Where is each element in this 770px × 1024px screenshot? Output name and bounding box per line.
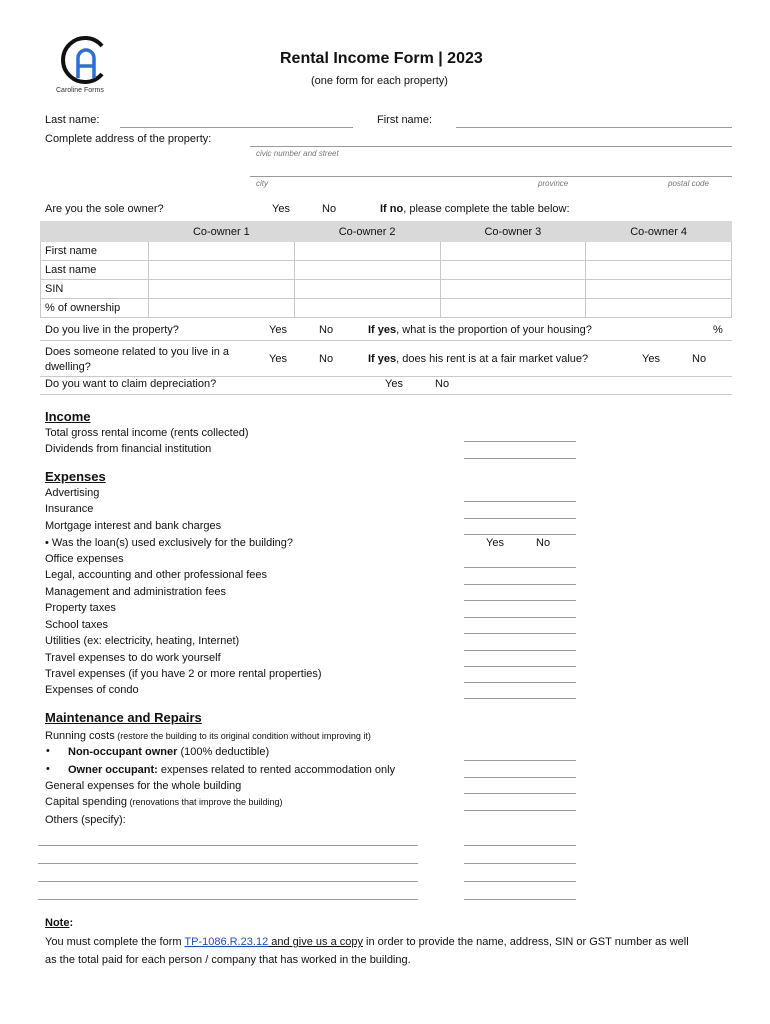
table-cell[interactable] (440, 242, 586, 261)
coowner-header: Co-owner 4 (586, 222, 732, 242)
expense-item: Management and administration fees (45, 586, 226, 598)
expenses-heading: Expenses (45, 469, 106, 484)
others-amount-field[interactable] (464, 881, 576, 882)
if-no-rest: , please complete the table below: (403, 203, 570, 215)
live-if-bold: If yes (368, 324, 397, 336)
table-row (41, 261, 732, 280)
table-row (41, 299, 732, 318)
related-question: Does someone related to you live in a dwelling? (45, 346, 230, 373)
expense-amount-field[interactable] (464, 650, 576, 651)
logo-mark-icon (58, 34, 110, 86)
expense-amount-field[interactable] (464, 584, 576, 585)
expense-item: Expenses of condo (45, 684, 139, 696)
note-title: Note (45, 917, 70, 929)
expense-amount-field[interactable] (464, 534, 576, 535)
expense-item: Utilities (ex: electricity, heating, Internet) (45, 635, 240, 647)
postal-hint: postal code (668, 179, 709, 188)
note-text-1: You must complete the form (45, 936, 185, 948)
expense-amount-field[interactable] (464, 501, 576, 502)
expense-amount-field[interactable] (464, 633, 576, 634)
table-cell[interactable] (294, 280, 440, 299)
maintenance-amount-field[interactable] (464, 793, 576, 794)
last-name-label: Last name: (45, 114, 100, 126)
note-colon: : (69, 917, 74, 929)
others-label: Others (specify): (45, 814, 126, 826)
live-if-rest: , what is the proportion of your housing? (396, 324, 592, 336)
loan-question: • Was the loan(s) used exclusively for the building? (45, 537, 294, 549)
capital-label: Capital spending (45, 796, 127, 808)
if-no-instruction (380, 203, 570, 215)
row-label: % of ownership (41, 299, 149, 318)
related-if-bold: If yes (368, 353, 397, 365)
related-no-2[interactable]: No (692, 353, 707, 365)
row-label: First name (41, 242, 149, 261)
related-if-rest: , does his rent is at a fair market value? (396, 353, 589, 365)
first-name-field[interactable] (456, 127, 732, 128)
income-amount-field[interactable] (464, 441, 576, 442)
table-cell[interactable] (440, 261, 586, 280)
coowner-header: Co-owner 3 (440, 222, 586, 242)
depreciation-no[interactable]: No (435, 378, 450, 390)
owner-occupant-line (68, 764, 395, 776)
last-name-field[interactable] (120, 127, 353, 128)
non-occupant-line (68, 746, 269, 758)
table-cell[interactable] (586, 242, 732, 261)
maintenance-amount-field[interactable] (464, 760, 576, 761)
province-hint: province (538, 179, 569, 188)
table-cell[interactable] (149, 242, 295, 261)
related-no[interactable]: No (319, 353, 334, 365)
civic-hint: civic number and street (256, 149, 339, 158)
expense-amount-field[interactable] (464, 666, 576, 667)
divider (40, 340, 732, 341)
loan-yes[interactable]: Yes (486, 537, 504, 549)
bullet-icon: • (46, 763, 50, 775)
table-cell[interactable] (149, 280, 295, 299)
sole-owner-question: Are you the sole owner? (45, 203, 164, 215)
table-cell[interactable] (149, 261, 295, 280)
expense-amount-field[interactable] (464, 682, 576, 683)
table-row (41, 280, 732, 299)
row-label: SIN (41, 280, 149, 299)
divider (40, 394, 732, 395)
note-line-2: as the total paid for each person / company that has worked in the building. (45, 954, 411, 966)
non-occupant-rest: (100% deductible) (177, 746, 270, 758)
live-if-yes (368, 324, 592, 336)
expense-item: Travel expenses to do work yourself (45, 652, 221, 664)
related-yes[interactable]: Yes (269, 353, 287, 365)
table-cell[interactable] (294, 299, 440, 318)
first-name-label: First name: (377, 114, 433, 126)
owner-occupant-bold: Owner occupant: (68, 764, 158, 776)
if-no-bold: If no (380, 203, 404, 215)
logo (56, 34, 112, 98)
table-cell[interactable] (586, 299, 732, 318)
maintenance-heading: Maintenance and Repairs (45, 710, 202, 725)
table-cell[interactable] (294, 242, 440, 261)
maintenance-amount-field[interactable] (464, 810, 576, 811)
others-amount-field[interactable] (464, 863, 576, 864)
city-hint: city (256, 179, 268, 188)
income-item: Dividends from financial institution (45, 443, 212, 455)
coowner-corner (41, 222, 149, 242)
percent-sign: % (713, 324, 723, 336)
live-no[interactable]: No (319, 324, 334, 336)
non-occupant-bold: Non-occupant owner (68, 746, 178, 758)
expense-amount-field[interactable] (464, 600, 576, 601)
note-link-rest: and give us a copy (268, 936, 363, 948)
street-field[interactable] (250, 146, 732, 147)
capital-note: (renovations that improve the building) (126, 797, 283, 807)
city-field[interactable] (250, 176, 732, 177)
expense-item: Mortgage interest and bank charges (45, 520, 222, 532)
table-cell[interactable] (440, 280, 586, 299)
expense-amount-field[interactable] (464, 698, 576, 699)
related-yes-2[interactable]: Yes (642, 353, 660, 365)
running-label: Running costs (45, 730, 115, 742)
income-heading: Income (45, 409, 91, 424)
others-description-field[interactable] (38, 845, 418, 846)
tp-form-link[interactable]: TP-1086.R.23.12 (184, 936, 269, 948)
expense-amount-field[interactable] (464, 518, 576, 519)
expense-item: School taxes (45, 619, 108, 631)
table-cell[interactable] (294, 261, 440, 280)
live-yes[interactable]: Yes (269, 324, 287, 336)
coowner-table (40, 221, 732, 318)
table-cell[interactable] (586, 261, 732, 280)
divider (40, 376, 732, 377)
logo-text: Caroline Forms (56, 87, 104, 94)
live-question: Do you live in the property? (45, 324, 179, 336)
sole-owner-yes[interactable]: Yes (272, 203, 290, 215)
expense-item: Legal, accounting and other professional fees (45, 569, 267, 581)
page-subtitle: (one form for each property) (311, 75, 448, 87)
bullet-icon: • (46, 745, 50, 757)
expense-amount-field[interactable] (464, 617, 576, 618)
note-text-2: in order to provide the name, address, SIN or GST number as well (363, 936, 689, 948)
table-cell[interactable] (586, 280, 732, 299)
table-cell[interactable] (440, 299, 586, 318)
address-label: Complete address of the property: (45, 133, 212, 145)
row-label: Last name (41, 261, 149, 280)
running-note: (restore the building to its original condition without improving it) (114, 731, 371, 741)
others-description-field[interactable] (38, 881, 418, 882)
page-title: Rental Income Form | 2023 (280, 50, 483, 67)
table-cell[interactable] (149, 299, 295, 318)
note-line-1 (45, 936, 689, 948)
expense-item: Insurance (45, 503, 94, 515)
others-amount-field[interactable] (464, 899, 576, 900)
expense-item: Property taxes (45, 602, 116, 614)
expense-amount-field[interactable] (464, 567, 576, 568)
depreciation-yes[interactable]: Yes (385, 378, 403, 390)
expense-item: Travel expenses (if you have 2 or more rental properties) (45, 668, 322, 680)
related-if-yes (368, 353, 588, 365)
expense-item: Advertising (45, 487, 100, 499)
others-description-field[interactable] (38, 863, 418, 864)
income-item: Total gross rental income (rents collected) (45, 427, 249, 439)
loan-no[interactable]: No (536, 537, 551, 549)
coowner-header: Co-owner 2 (294, 222, 440, 242)
depreciation-question: Do you want to claim depreciation? (45, 378, 217, 390)
others-amount-field[interactable] (464, 845, 576, 846)
coowner-header: Co-owner 1 (149, 222, 295, 242)
general-expenses: General expenses for the whole building (45, 780, 242, 792)
owner-occupant-rest: expenses related to rented accommodation only (157, 764, 396, 776)
running-costs (45, 730, 371, 742)
table-row (41, 242, 732, 261)
others-description-field[interactable] (38, 899, 418, 900)
expense-item: Office expenses (45, 553, 124, 565)
capital-spending (45, 796, 283, 808)
sole-owner-no[interactable]: No (322, 203, 337, 215)
income-amount-field[interactable] (464, 458, 576, 459)
note-heading (45, 917, 73, 929)
maintenance-amount-field[interactable] (464, 777, 576, 778)
coowner-header-row (41, 222, 732, 242)
